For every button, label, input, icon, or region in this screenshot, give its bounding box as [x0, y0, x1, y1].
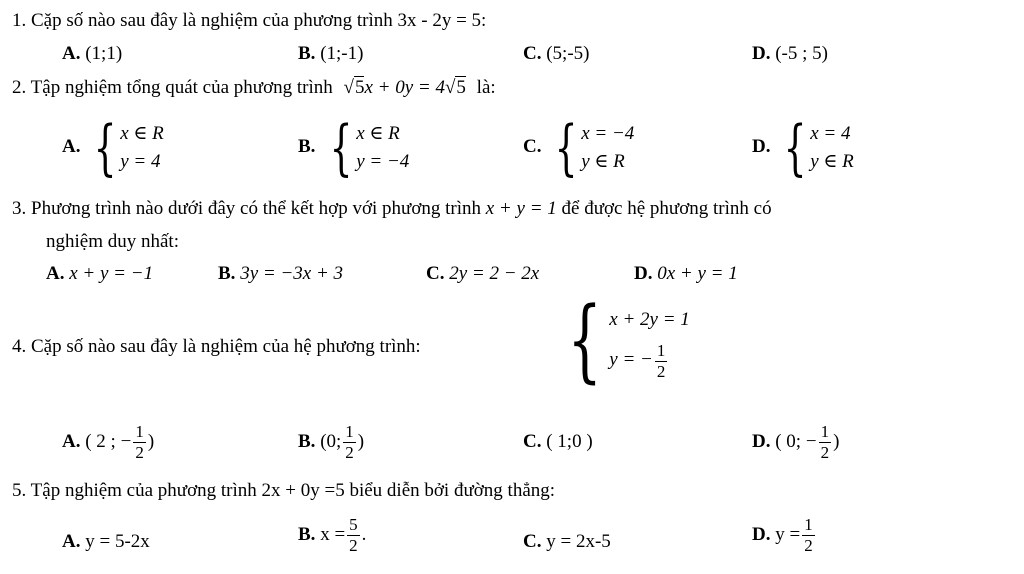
question-2-text: 2. Tập nghiệm tổng quát của phương trình √5x + 0y = 4√5 là: — [12, 77, 496, 98]
q2-option-d-system: { x = 4 y ∈ R — [783, 113, 854, 183]
q3-option-d: D. 0x + y = 1 — [634, 263, 738, 284]
q3-option-b: B. 3y = −3x + 3 — [218, 263, 344, 284]
q2-option-b-system: { x ∈ R y = −4 — [329, 113, 410, 183]
q2-option-a-system: { x ∈ R y = 4 — [93, 113, 164, 183]
q4-option-d: D. ( 0; − $\frac{1}{2}$ ) — [752, 422, 840, 463]
q2-option-a-label: A. — [62, 136, 81, 157]
q5-option-d: D. y = $\frac{1}{2}$ — [752, 515, 813, 556]
q1-option-d: D. (-5 ; 5) — [752, 43, 828, 64]
q5-option-a: A. y = 5-2x — [62, 531, 150, 552]
question-3-line-2: nghiệm duy nhất: — [46, 231, 179, 252]
q1-option-c: C. (5;-5) — [523, 43, 590, 64]
question-4-text: 4. Cặp số nào sau đây là nghiệm của hệ phương trình: — [12, 336, 421, 357]
question-5-text: 5. Tập nghiệm của phương trình 2x + 0y =5 biểu diễn bởi đường thẳng: — [12, 480, 556, 501]
q2-option-c-system: { x = −4 y ∈ R — [554, 113, 635, 183]
q1-option-b: B. (1;-1) — [298, 43, 364, 64]
q1-option-a: A. (1;1) — [62, 43, 123, 64]
q3-option-a: A. x + y = −1 — [46, 263, 154, 284]
q4-option-a: A. ( 2 ; − $\frac{1}{2}$ ) — [62, 422, 155, 463]
question-3-text: 3. Phương trình nào dưới đây có thể kết hợp với phương trình x + y = 1 để được hệ phương trình có — [12, 198, 772, 219]
q4-option-c: C. ( 1;0 ) — [523, 431, 593, 452]
q3-option-c: C. 2y = 2 − 2x — [426, 263, 540, 284]
question-1-text: 1. Cặp số nào sau đây là nghiệm của phương trình 3x - 2y = 5: — [12, 10, 487, 31]
q4-system: { x + 2y = 1 y = − $\frac{1}{2}$ — [567, 288, 690, 393]
q5-option-b: B. x = $\frac{5}{2}$ . — [298, 515, 367, 556]
q2-option-d-label: D. — [752, 136, 771, 157]
q2-option-c-label: C. — [523, 136, 542, 157]
q4-option-b: B. (0; $\frac{1}{2}$ ) — [298, 422, 365, 463]
q2-option-b-label: B. — [298, 136, 316, 157]
q5-option-c: C. y = 2x-5 — [523, 531, 611, 552]
